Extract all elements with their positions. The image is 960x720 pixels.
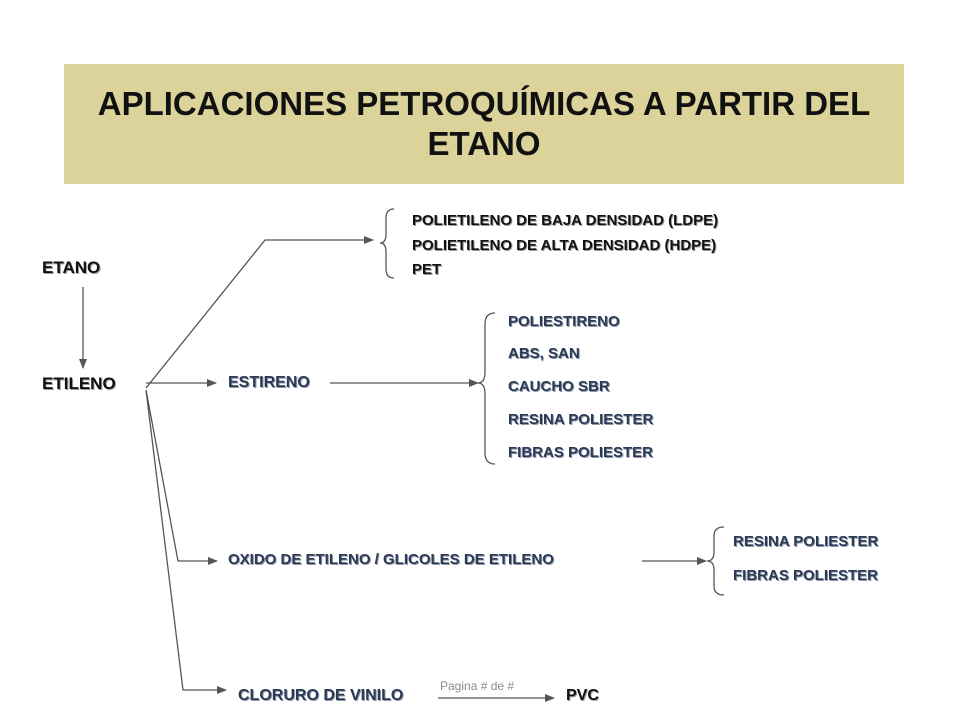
product-caucho-sbr: CAUCHO SBR <box>508 378 610 395</box>
product-abs-san: ABS, SAN <box>508 345 580 362</box>
arrow-etileno-cloruro <box>146 390 226 690</box>
product-ldpe: POLIETILENO DE BAJA DENSIDAD (LDPE) <box>412 212 719 229</box>
node-oxido: OXIDO DE ETILENO / GLICOLES DE ETILENO <box>228 551 554 568</box>
page-footer: Pagina # de # <box>440 679 515 693</box>
arrow-etileno-polietileno <box>146 240 373 388</box>
product-oxido-resina: RESINA POLIESTER <box>733 533 879 550</box>
node-etileno: ETILENO <box>42 374 116 393</box>
node-etano: ETANO <box>42 258 101 277</box>
product-hdpe: POLIETILENO DE ALTA DENSIDAD (HDPE) <box>412 237 717 254</box>
node-cloruro: CLORURO DE VINILO <box>238 687 404 704</box>
product-fibras-poliester: FIBRAS POLIESTER <box>508 444 654 461</box>
product-oxido-fibras: FIBRAS POLIESTER <box>733 567 879 584</box>
product-poliestireno: POLIESTIRENO <box>508 313 620 330</box>
brace-estireno <box>478 313 495 464</box>
page-title: APLICACIONES PETROQUÍMICAS A PARTIR DEL ETANO <box>97 85 871 162</box>
brace-polietileno <box>380 209 394 278</box>
brace-oxido <box>707 527 724 595</box>
node-pvc: PVC <box>566 687 599 704</box>
product-resina-poliester: RESINA POLIESTER <box>508 411 654 428</box>
product-pet: PET <box>412 261 442 278</box>
node-estireno: ESTIRENO <box>228 374 310 391</box>
